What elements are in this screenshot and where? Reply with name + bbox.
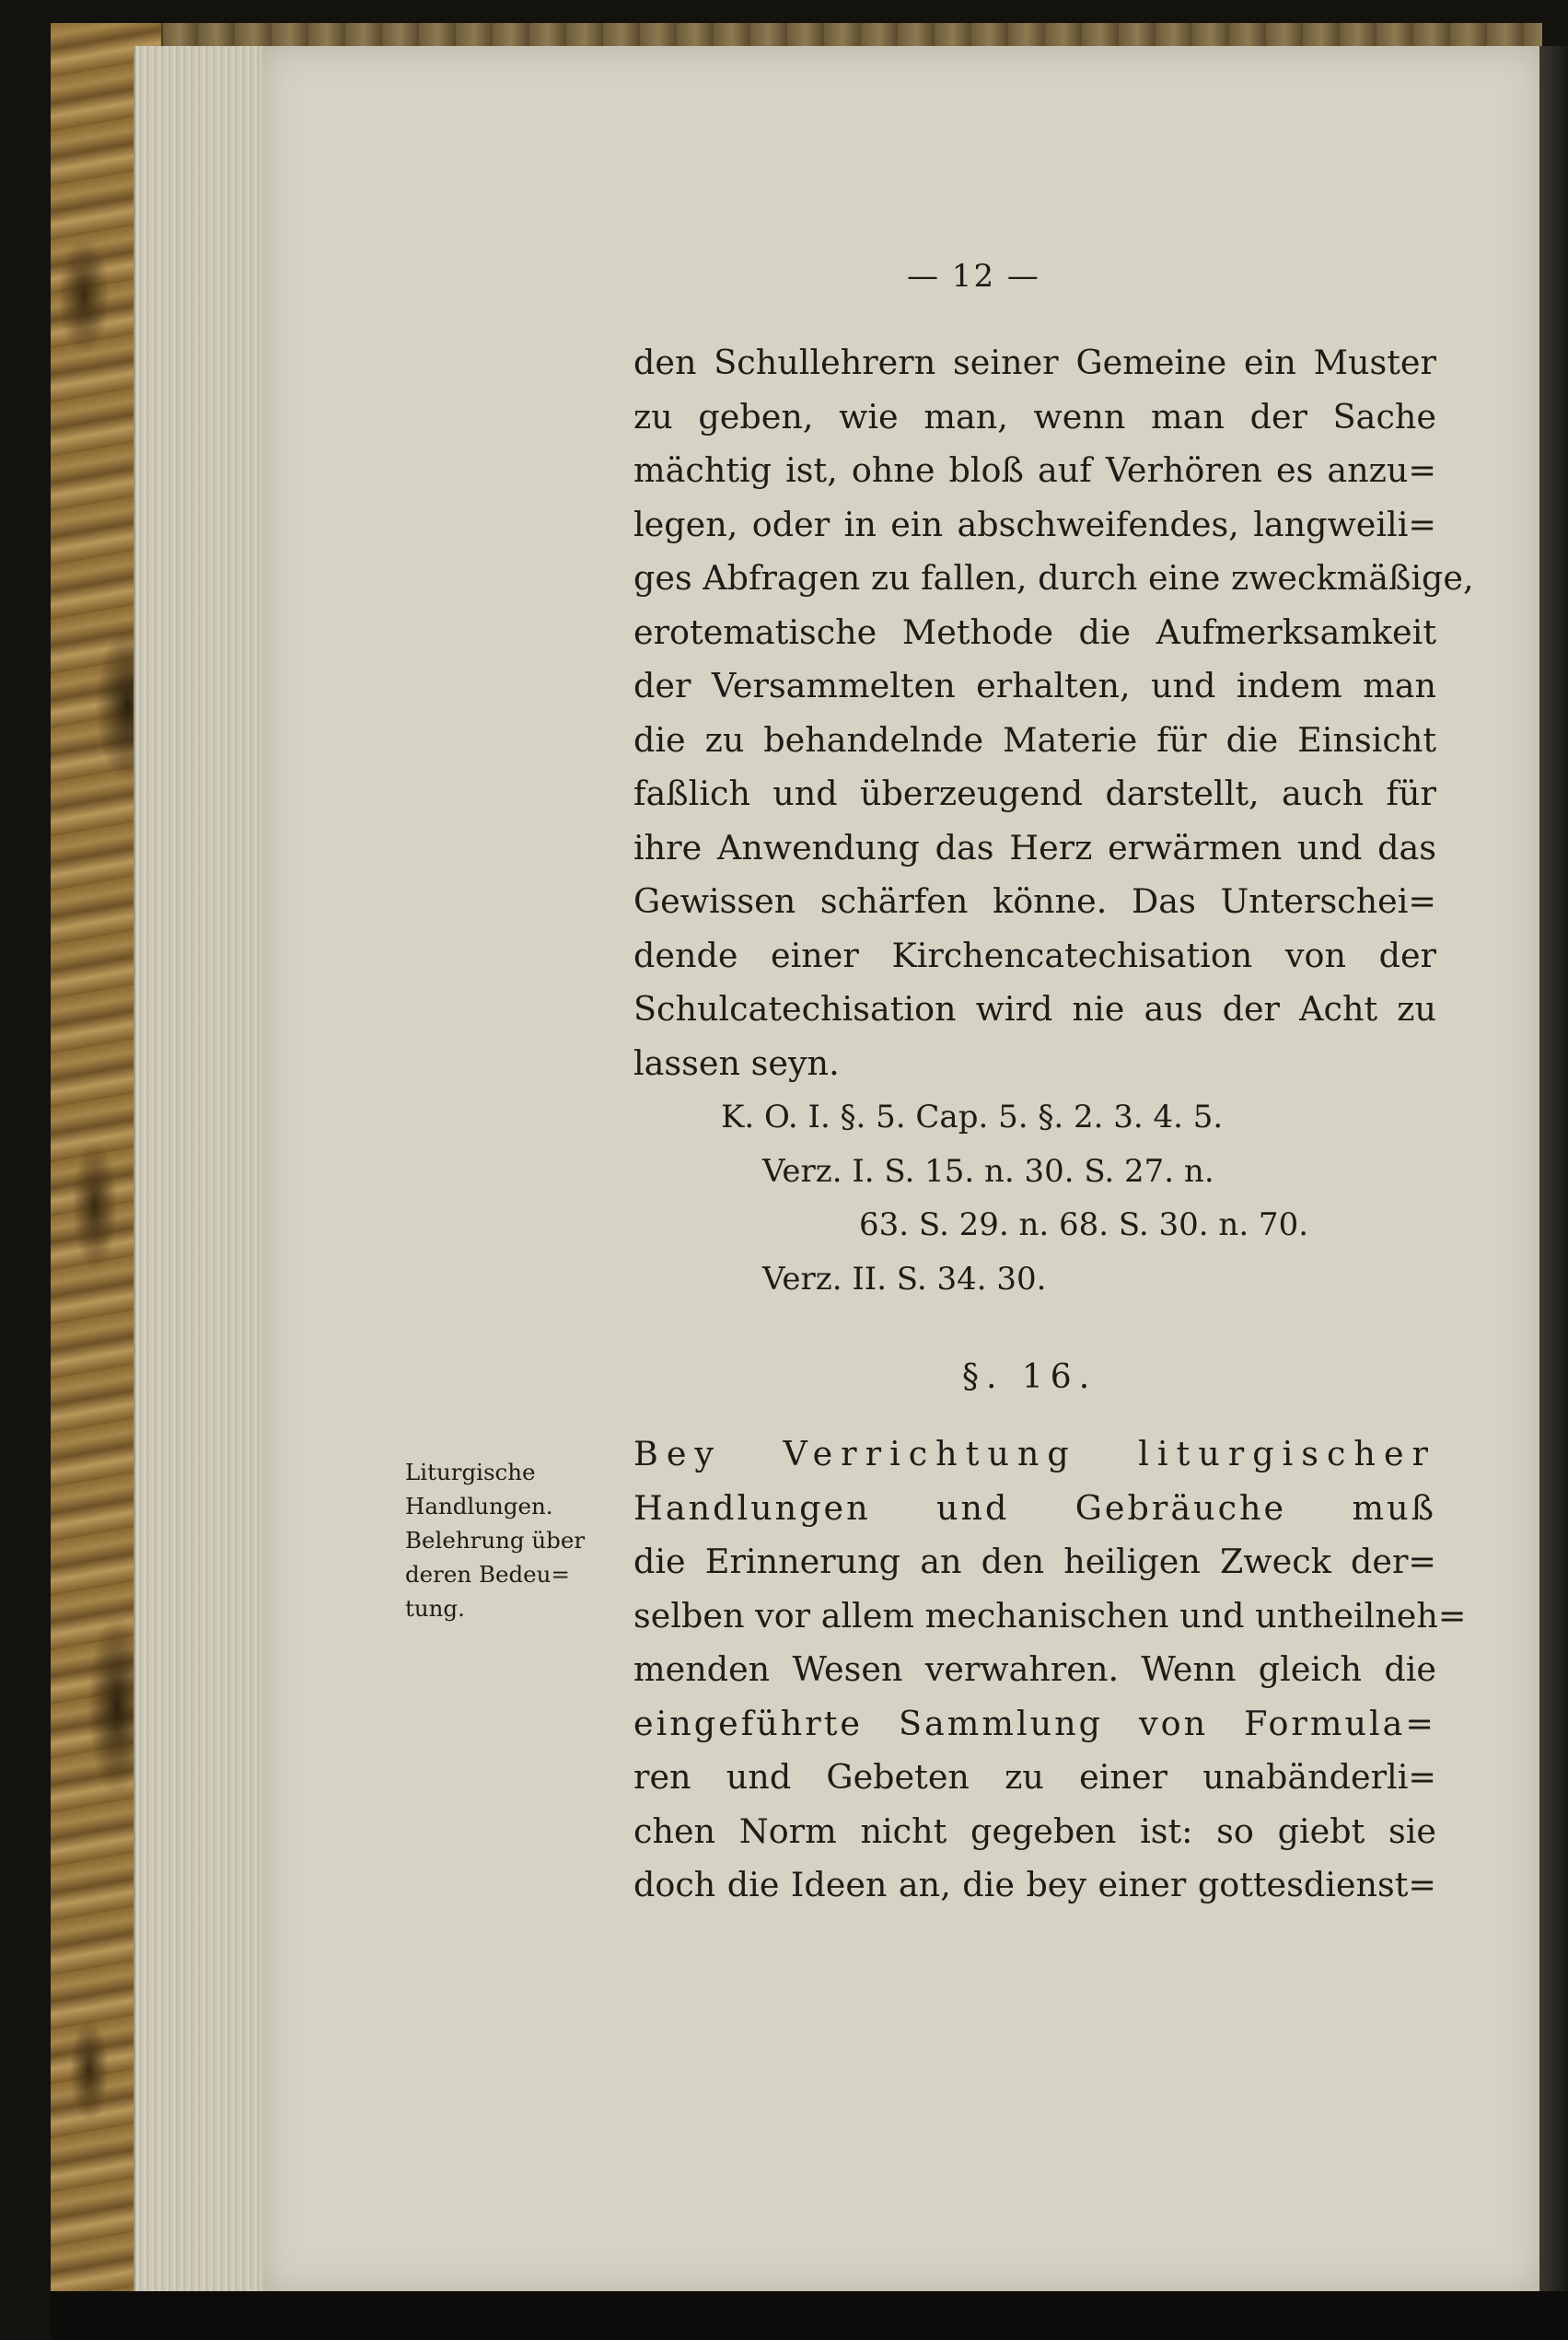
margin-note-line: Belehrung über: [405, 1527, 586, 1554]
text-line: ges Abfragen zu fallen, durch eine zweckmäßige,: [633, 558, 1474, 598]
text-line: faßlich und überzeugend darstellt, auch für: [633, 774, 1436, 813]
margin-note-line: tung.: [405, 1595, 465, 1622]
reference-line: Verz. II. S. 34. 30.: [762, 1260, 1047, 1298]
text-line: chen Norm nicht gegeben ist: so giebt sie: [633, 1810, 1436, 1851]
section-heading: §. 16.: [962, 1358, 1098, 1396]
reference-line: Verz. I. S. 15. n. 30. S. 27. n.: [762, 1152, 1214, 1190]
margin-note-line: Liturgische: [405, 1459, 536, 1485]
text-line: Gewissen schärfen könne. Das Unterschei=: [633, 881, 1436, 921]
reference-line: 63. S. 29. n. 68. S. 30. n. 70.: [859, 1206, 1309, 1243]
text-line: Bey Verrichtung liturgischer: [633, 1434, 1436, 1473]
reference-line: K. O. I. §. 5. Cap. 5. §. 2. 3. 4. 5.: [721, 1099, 1224, 1135]
text-line: die zu behandelnde Materie für die Einsicht: [633, 719, 1436, 760]
margin-note-line: deren Bedeu=: [405, 1561, 570, 1588]
text-line: menden Wesen verwahren. Wenn gleich die: [633, 1649, 1436, 1689]
text-line: mächtig ist, ohne bloß auf Verhören es anzu=: [633, 450, 1436, 490]
page-stack-edges: [134, 46, 264, 2293]
text-line: dende einer Kirchencatechisation von der: [633, 935, 1436, 975]
margin-note: [405, 1455, 626, 1625]
paragraph-2: [633, 1427, 1467, 1913]
text-line: Schulcatechisation wird nie aus der Acht zu: [633, 989, 1436, 1029]
text-line: den Schullehrern seiner Gemeine ein Muster: [633, 343, 1436, 382]
text-line: der Versammelten erhalten, und indem man: [633, 666, 1436, 705]
text-line: selben vor allem mechanischen und untheilneh=: [633, 1595, 1467, 1636]
text-line: eingeführte Sammlung von Formula=: [633, 1703, 1436, 1743]
text-line: erotematische Methode die Aufmerksamkeit: [633, 611, 1436, 652]
text-line: ren und Gebeten zu einer unabänderli=: [633, 1757, 1436, 1797]
text-line: ihre Anwendung das Herz erwärmen und das: [633, 827, 1436, 867]
paragraph-1: [633, 336, 1474, 1306]
book-right-edge: [1539, 46, 1568, 2293]
book-bottom-edge: [51, 2291, 1568, 2340]
text-line: zu geben, wie man, wenn man der Sache: [633, 396, 1436, 437]
text-line: Handlungen und Gebräuche muß: [633, 1487, 1436, 1528]
text-line: lassen seyn.: [633, 1042, 840, 1083]
text-line: doch die Ideen an, die bey einer gottesdienst=: [633, 1865, 1436, 1904]
text-line: legen, oder in ein abschweifendes, langweili=: [633, 504, 1436, 544]
page-number-header: — 12 —: [907, 258, 1040, 295]
margin-note-line: Handlungen.: [405, 1493, 553, 1519]
text-line: die Erinnerung an den heiligen Zweck der=: [633, 1542, 1436, 1581]
